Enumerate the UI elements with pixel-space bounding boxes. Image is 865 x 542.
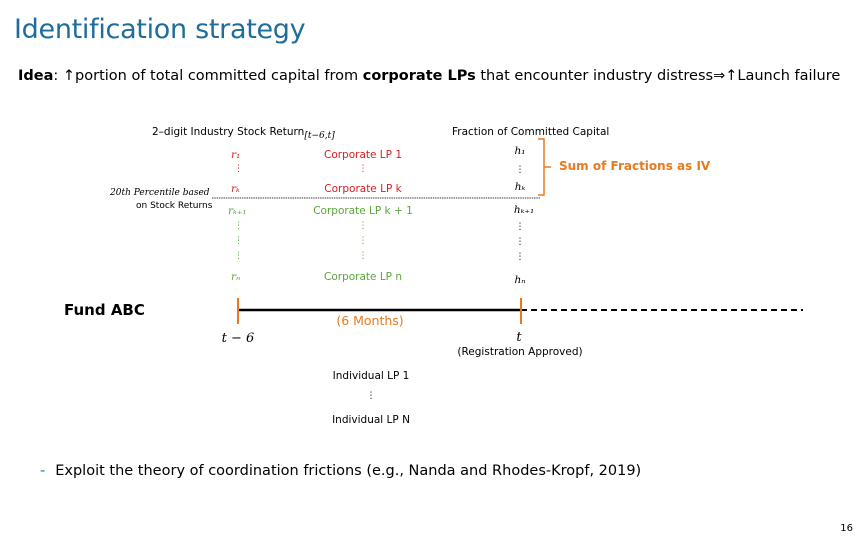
- return-rk: rₖ: [231, 183, 240, 195]
- fraction-h1: h₁: [514, 145, 526, 157]
- return-dots: ⋮: [234, 164, 243, 174]
- bullet-dash: -: [40, 463, 46, 479]
- corporate-lp-dots: ⋮: [358, 236, 368, 246]
- fraction-dots: ⋮: [515, 165, 525, 175]
- iv-label: Sum of Fractions as IV: [559, 159, 711, 173]
- iv-brace: [538, 139, 544, 195]
- page-number: 16: [840, 523, 853, 534]
- t-end-label: t: [516, 330, 522, 345]
- individual-lp-n: Individual LP N: [332, 414, 410, 426]
- bullet-point: [40, 463, 641, 479]
- idea-bold: corporate LPs: [362, 68, 476, 84]
- fraction-hk1: hₖ₊₁: [513, 204, 535, 216]
- period-label: (6 Months): [336, 313, 404, 328]
- registration-label: (Registration Approved): [457, 346, 583, 358]
- fraction-dots: ⋮: [515, 237, 525, 247]
- corporate-lp-k1: Corporate LP k + 1: [313, 205, 413, 217]
- corporate-lp-dots: ⋮: [358, 221, 368, 231]
- fraction-header: Fraction of Committed Capital: [452, 126, 610, 138]
- corporate-lp-dots: ⋮: [358, 251, 368, 261]
- fraction-hk: hₖ: [514, 181, 526, 193]
- corporate-lp-n: Corporate LP n: [323, 271, 403, 283]
- return-rk1: rₖ₊₁: [228, 205, 247, 217]
- return-rn: rₙ: [231, 271, 241, 283]
- fund-label: Fund ABC: [64, 301, 145, 319]
- return-r1: r₁: [231, 149, 241, 161]
- corporate-lp-k: Corporate LP k: [324, 183, 402, 195]
- individual-lp-1: Individual LP 1: [332, 370, 410, 382]
- idea-label: Idea: [18, 68, 54, 84]
- idea-text-2: that encounter industry distress⇒↑Launch failure: [475, 68, 841, 84]
- return-dots: ⋮: [234, 251, 243, 261]
- idea-text-1: ↑portion of total committed capital from: [62, 68, 363, 84]
- fraction-dots: ⋮: [515, 252, 525, 262]
- individual-lp-dots: ⋮: [366, 391, 376, 401]
- returns-header: 2–digit Industry Stock Return[t−6,t]: [152, 126, 335, 141]
- idea-sep: :: [53, 68, 63, 84]
- corporate-lp-1: Corporate LP 1: [323, 149, 403, 161]
- bullet-text: Exploit the theory of coordination frictions (e.g., Nanda and Rhodes-Kropf, 2019): [55, 463, 642, 479]
- slide-title: Identification strategy: [14, 14, 306, 45]
- returns-header-sub: [t−6,t]: [304, 131, 335, 141]
- t-start-label: t − 6: [221, 331, 255, 346]
- fraction-hn: hₙ: [514, 274, 526, 286]
- corporate-lp-dots: ⋮: [358, 164, 368, 174]
- return-dots: ⋮: [234, 221, 243, 231]
- return-dots: ⋮: [234, 236, 243, 246]
- percentile-line-2: on Stock Returns: [136, 201, 213, 211]
- percentile-line-1: 20th Percentile based: [110, 188, 210, 198]
- fraction-dots: ⋮: [515, 222, 525, 232]
